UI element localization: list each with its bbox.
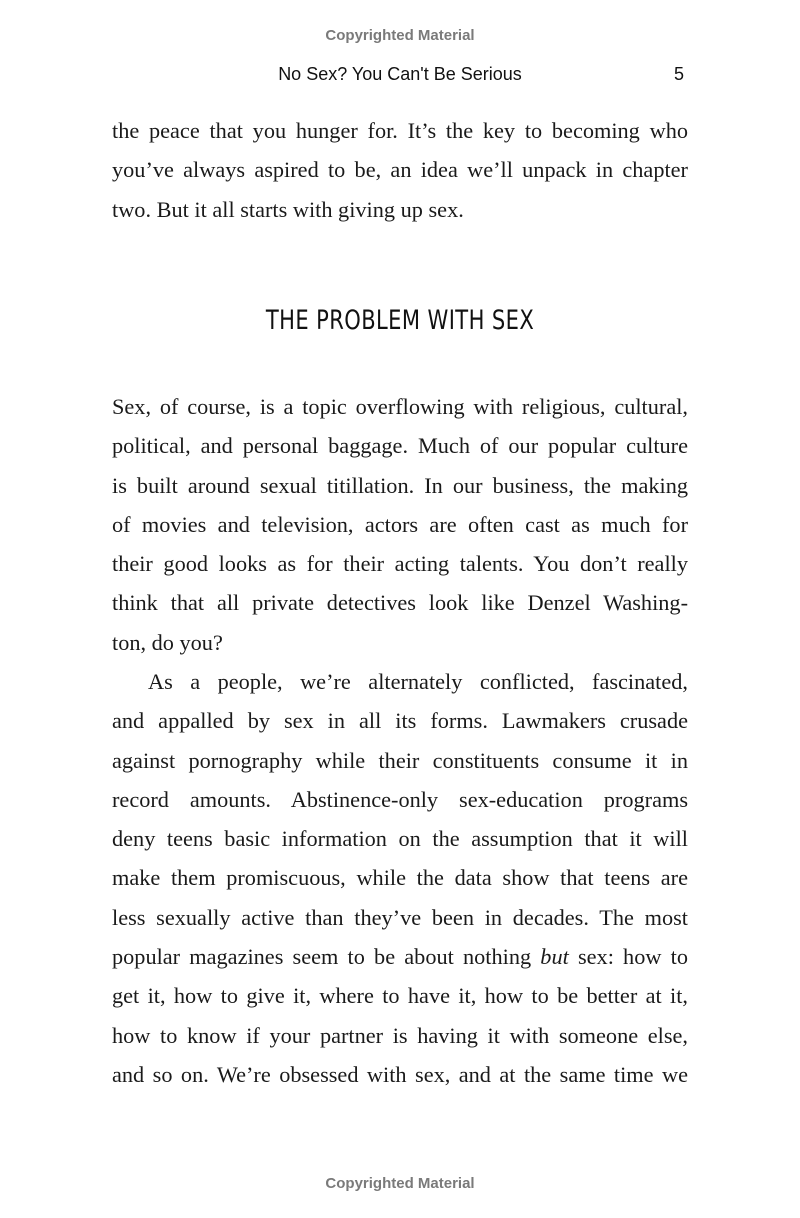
text-line	[112, 190, 688, 229]
text-line	[112, 426, 688, 465]
text-run: think that all private detectives look like Denzel Washing-	[112, 590, 688, 616]
text-line	[112, 150, 688, 189]
text-line	[112, 466, 688, 505]
text-run: political, and personal baggage. Much of our popular culture	[112, 433, 688, 459]
text-run: get it, how to give it, where to have it, how to be better at it,	[112, 983, 688, 1009]
text-line	[112, 387, 688, 426]
section-heading: THE PROBLEM WITH SEX	[265, 305, 535, 336]
text-run: and appalled by sex in all its forms. Lawmakers crusade	[112, 708, 688, 734]
text-line	[112, 662, 688, 701]
text-run: how to know if your partner is having it with someone else,	[112, 1022, 688, 1048]
text-line	[112, 111, 688, 150]
text-run: you’ve always aspired to be, an idea we’ll unpack in chapter	[112, 157, 688, 183]
copyright-watermark-top: Copyrighted Material	[325, 27, 475, 44]
text-run: deny teens basic information on the assumption that it will	[112, 826, 688, 852]
text-line	[112, 937, 688, 976]
text-line	[112, 976, 688, 1015]
text-run: two. But it all starts with giving up sex.	[112, 196, 464, 222]
text-run: ton, do you?	[112, 629, 223, 655]
emphasis: but	[540, 944, 569, 970]
text-line	[112, 898, 688, 937]
text-run: is built around sexual titillation. In our business, the making	[112, 472, 688, 498]
text-line	[112, 819, 688, 858]
text-line	[112, 544, 688, 583]
text-run: make them promiscuous, while the data show that teens are	[112, 865, 688, 891]
paragraph-intro	[112, 111, 688, 229]
text-line	[112, 583, 688, 622]
text-line	[112, 1055, 688, 1094]
page-number: 5	[674, 64, 685, 84]
text-run: the peace that you hunger for. It’s the key to becoming who	[112, 118, 688, 143]
text-run: record amounts. Abstinence-only sex-education programs	[112, 786, 688, 812]
text-line	[112, 505, 688, 544]
text-line	[112, 623, 688, 662]
text-run: against pornography while their constituents consume it in	[112, 747, 688, 773]
paragraph-sex-topic	[112, 387, 688, 662]
text-run: popular magazines seem to be about nothing	[112, 944, 541, 970]
text-line	[112, 741, 688, 780]
text-line	[112, 701, 688, 740]
text-line	[112, 1016, 688, 1055]
text-run: and so on. We’re obsessed with sex, and at the same time we	[112, 1061, 688, 1087]
paragraph-conflicted	[112, 662, 688, 1094]
copyright-watermark-bottom: Copyrighted Material	[325, 1175, 475, 1192]
text-run: Sex, of course, is a topic overflowing with religious, cultural,	[112, 394, 688, 419]
text-run: of movies and television, actors are often cast as much for	[112, 511, 688, 537]
text-line	[112, 858, 688, 897]
text-line	[112, 780, 688, 819]
text-run: sex: how to	[568, 944, 688, 970]
text-run: their good looks as for their acting talents. You don’t really	[112, 551, 688, 577]
running-head: No Sex? You Can't Be Serious	[278, 64, 522, 84]
text-run: less sexually active than they’ve been in decades. The most	[112, 904, 688, 930]
text-run: As a people, we’re alternately conflicted, fascinated,	[148, 669, 688, 694]
